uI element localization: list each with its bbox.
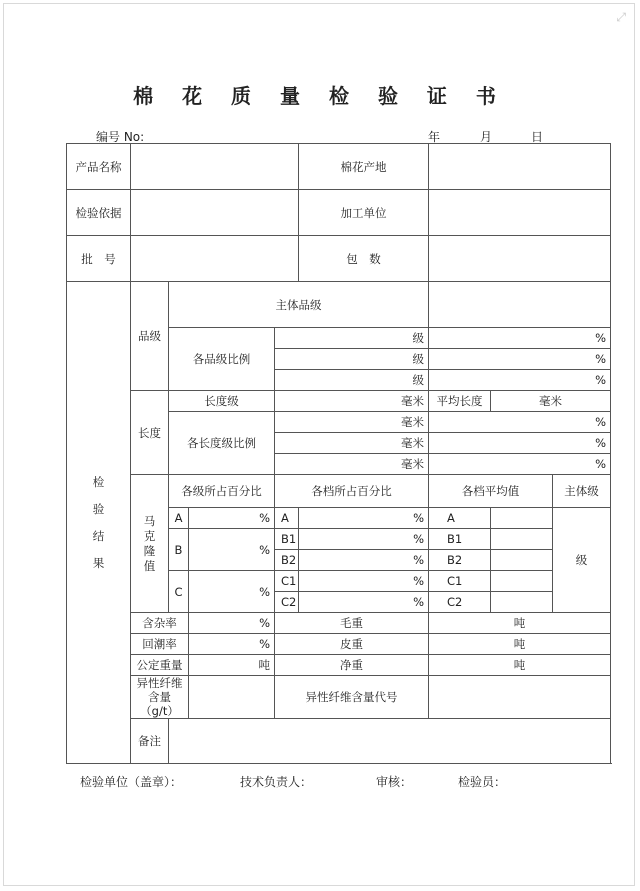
origin-field[interactable] [429,144,611,190]
main-level-header: 主体级 [553,475,611,508]
length-label: 长度 [131,391,169,475]
grade-level-cell[interactable]: 级 [275,328,429,349]
grade-b-pct[interactable]: % [189,529,275,571]
impurity-label: 含杂率 [131,613,189,634]
month-label: 月 [480,130,493,144]
serial-number-label: 编号 No: [96,130,145,144]
avg-b1-value[interactable] [491,529,553,550]
file-pct-header: 各档所占百分比 [275,475,429,508]
certificate-table [66,143,611,764]
results-section-label: 检 验 结 果 [67,282,131,764]
expand-icon[interactable]: ⤢ [616,10,626,24]
impurity-pct[interactable]: % [189,613,275,634]
conditioned-weight-label: 公定重量 [131,655,189,676]
avg-c1-value[interactable] [491,571,553,592]
reviewer-label: 审核： [376,775,413,789]
main-grade-label: 主体品级 [169,282,429,328]
file-b2-pct[interactable]: % [299,550,429,571]
net-weight-ton[interactable]: 吨 [429,655,611,676]
notes-label: 备注 [131,719,169,764]
bales-field[interactable] [429,236,611,282]
micronaire-label: 马 克 隆 值 [131,475,169,613]
file-b2-label: B2 [275,550,299,571]
gross-weight-ton[interactable]: 吨 [429,613,611,634]
file-c1-label: C1 [275,571,299,592]
basis-field[interactable] [131,190,299,236]
net-weight-label: 净重 [275,655,429,676]
year-label: 年 [428,130,441,144]
grade-a-label: A [169,508,189,529]
grade-b-label: B [169,529,189,571]
avg-a-label: A [429,508,491,529]
grade-pct-cell[interactable]: % [429,370,611,391]
file-avg-header: 各档平均值 [429,475,553,508]
file-a-label: A [275,508,299,529]
processor-field[interactable] [429,190,611,236]
notes-field[interactable] [169,719,611,764]
product-name-label: 产品名称 [67,144,131,190]
avg-b2-value[interactable] [491,550,553,571]
avg-length-mm-cell[interactable]: 毫米 [491,391,611,412]
grade-pct-header: 各级所占百分比 [169,475,275,508]
avg-a-value[interactable] [491,508,553,529]
length-pct-cell[interactable]: % [429,454,611,475]
grade-level-cell[interactable]: 级 [275,370,429,391]
avg-c1-label: C1 [429,571,491,592]
main-grade-field[interactable] [429,282,611,328]
main-level-value[interactable]: 级 [553,508,611,613]
length-grade-label: 长度级 [169,391,275,412]
length-mm-cell[interactable]: 毫米 [275,433,429,454]
grade-label: 品级 [131,282,169,391]
inspector-label: 检验员： [458,775,507,789]
foreign-fiber-code-label: 异性纤维含量代号 [275,676,429,719]
bales-label: 包 数 [299,236,429,282]
avg-c2-value[interactable] [491,592,553,613]
document-title: 棉 花 质 量 检 验 证 书 [133,84,507,108]
grade-c-pct[interactable]: % [189,571,275,613]
grade-level-cell[interactable]: 级 [275,349,429,370]
grade-ratio-label: 各品级比例 [169,328,275,391]
processor-label: 加工单位 [299,190,429,236]
length-ratio-label: 各长度级比例 [169,412,275,475]
conditioned-weight-ton[interactable]: 吨 [189,655,275,676]
file-b1-label: B1 [275,529,299,550]
moisture-pct[interactable]: % [189,634,275,655]
batch-label: 批 号 [67,236,131,282]
grade-a-pct[interactable]: % [189,508,275,529]
grade-pct-cell[interactable]: % [429,349,611,370]
length-mm-cell[interactable]: 毫米 [275,454,429,475]
day-label: 日 [531,130,544,144]
inspection-unit-label: 检验单位（盖章）： [80,775,183,789]
file-a-pct[interactable]: % [299,508,429,529]
length-pct-cell[interactable]: % [429,412,611,433]
technical-lead-label: 技术负责人： [240,775,313,789]
moisture-label: 回潮率 [131,634,189,655]
grade-c-label: C [169,571,189,613]
file-c1-pct[interactable]: % [299,571,429,592]
tare-weight-label: 皮重 [275,634,429,655]
length-mm-cell[interactable]: 毫米 [275,391,429,412]
avg-length-label: 平均长度 [429,391,491,412]
avg-b1-label: B1 [429,529,491,550]
tare-weight-ton[interactable]: 吨 [429,634,611,655]
origin-label: 棉花产地 [299,144,429,190]
foreign-fiber-label: 异性纤维含量（g/t） [131,676,189,719]
file-b1-pct[interactable]: % [299,529,429,550]
basis-label: 检验依据 [67,190,131,236]
gross-weight-label: 毛重 [275,613,429,634]
avg-c2-label: C2 [429,592,491,613]
length-pct-cell[interactable]: % [429,433,611,454]
product-name-field[interactable] [131,144,299,190]
batch-field[interactable] [131,236,299,282]
file-c2-label: C2 [275,592,299,613]
length-mm-cell[interactable]: 毫米 [275,412,429,433]
avg-b2-label: B2 [429,550,491,571]
foreign-fiber-value[interactable] [189,676,275,719]
file-c2-pct[interactable]: % [299,592,429,613]
grade-pct-cell[interactable]: % [429,328,611,349]
foreign-fiber-code-value[interactable] [429,676,611,719]
